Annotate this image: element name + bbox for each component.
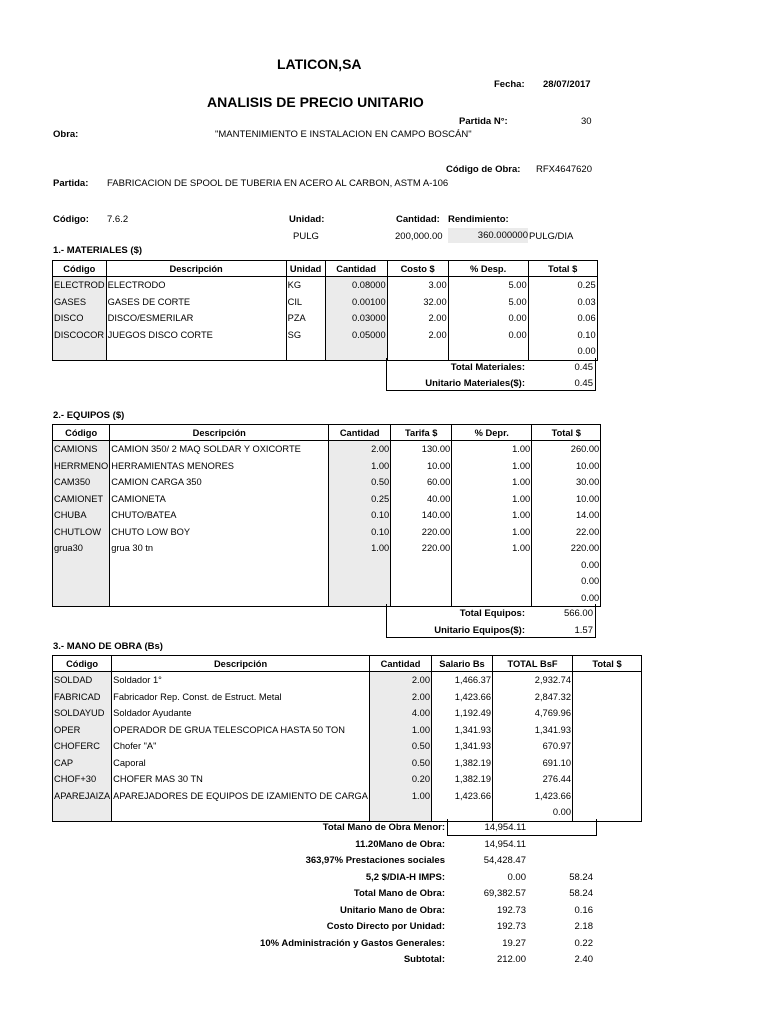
table-row <box>53 540 601 557</box>
table-cell: GASES <box>53 294 107 311</box>
equipos-table <box>52 424 601 607</box>
table-cell: SG <box>286 327 325 344</box>
table-cell: 2.00 <box>370 689 432 706</box>
table-cell: CHUTO LOW BOY <box>110 524 329 541</box>
unidad-label: Unidad: <box>289 214 325 225</box>
table-cell: 220.00 <box>532 540 601 557</box>
table-cell: 30.00 <box>532 474 601 491</box>
table-cell: 0.03 <box>528 294 597 311</box>
table-cell <box>329 557 391 574</box>
column-header: Cantidad <box>329 425 391 441</box>
table-cell: 1.00 <box>452 441 532 458</box>
unitario-materiales-value: 0.45 <box>574 378 593 389</box>
column-header: Descripción <box>112 656 370 672</box>
table-cell: 276.44 <box>493 771 573 788</box>
table-cell: 4,769.96 <box>493 705 573 722</box>
table-cell: 0.08000 <box>325 277 387 294</box>
table-cell: Soldador Ayudante <box>112 705 370 722</box>
table-row <box>53 705 642 722</box>
table-row <box>53 689 642 706</box>
table-cell: CAMIONET <box>53 491 110 508</box>
summary-label: Total Mano de Obra Menor: <box>322 822 445 833</box>
table-cell: DISCO <box>53 310 107 327</box>
codigo-obra-value: RFX4647620 <box>536 164 592 175</box>
table-cell: ELECTROD <box>53 277 107 294</box>
table-cell: 2,847.32 <box>493 689 573 706</box>
table-cell: 40.00 <box>391 491 452 508</box>
table-cell: DISCOCOR <box>53 327 107 344</box>
summary-label: Unitario Mano de Obra: <box>339 904 445 916</box>
table-cell: 1.00 <box>329 540 391 557</box>
table-cell <box>452 590 532 607</box>
table-cell <box>106 343 286 360</box>
table-cell: 2,932.74 <box>493 672 573 689</box>
table-cell: SOLDAYUD <box>53 705 112 722</box>
table-cell: 1.00 <box>452 474 532 491</box>
table-row <box>53 491 601 508</box>
table-cell: CAMION 350/ 2 MAQ SOLDAR Y OXICORTE <box>110 441 329 458</box>
table-cell <box>53 804 112 821</box>
table-cell <box>112 804 370 821</box>
table-cell: CAP <box>53 755 112 772</box>
table-row <box>53 738 642 755</box>
table-cell: 1.00 <box>452 491 532 508</box>
table-cell: 0.10 <box>528 327 597 344</box>
table-cell <box>325 343 387 360</box>
table-cell <box>573 755 642 772</box>
obra-value: "MANTENIMIENTO E INSTALACION EN CAMPO BOSCÁN" <box>215 129 472 140</box>
column-header: % Desp. <box>448 261 528 277</box>
table-cell: 1,341.93 <box>493 722 573 739</box>
table-cell: 1.00 <box>329 458 391 475</box>
table-cell: 1.00 <box>452 507 532 524</box>
table-cell <box>573 689 642 706</box>
summary-label: 5,2 $/DIA-H IMPS: <box>365 871 445 883</box>
table-cell: CHUTLOW <box>53 524 110 541</box>
table-cell: CHOFERC <box>53 738 112 755</box>
table-cell: 1,192.49 <box>432 705 493 722</box>
table-cell: Soldador 1° <box>112 672 370 689</box>
table-row <box>53 310 598 327</box>
equipos-title: 2.- EQUIPOS ($) <box>53 410 125 421</box>
table-row <box>53 557 601 574</box>
table-cell: 0.00 <box>532 590 601 607</box>
table-cell: 1,341.93 <box>432 722 493 739</box>
rendimiento-unit: PULG/DIA <box>529 231 574 242</box>
column-header: Salario Bs <box>432 656 493 672</box>
table-row <box>53 327 598 344</box>
summary-label: 363,97% Prestaciones sociales <box>305 855 445 866</box>
table-cell: 10.00 <box>391 458 452 475</box>
table-cell: PZA <box>286 310 325 327</box>
cantidad-label: Cantidad: <box>396 214 440 225</box>
table-cell: 260.00 <box>532 441 601 458</box>
table-cell: 0.25 <box>329 491 391 508</box>
table-cell: 2.00 <box>387 310 448 327</box>
summary-bs-value: 14,954.11 <box>484 822 526 833</box>
total-materiales-value: 0.45 <box>574 362 593 373</box>
summary-usd-value: 0.22 <box>574 937 593 949</box>
table-cell: 0.00 <box>528 343 597 360</box>
table-cell: 1,466.37 <box>432 672 493 689</box>
table-row <box>53 507 601 524</box>
table-cell: 0.10 <box>329 507 391 524</box>
table-row <box>53 277 598 294</box>
table-cell: 0.25 <box>528 277 597 294</box>
rendimiento-value: 360.000000 <box>448 228 528 243</box>
table-cell: Fabricador Rep. Const. de Estruct. Metal <box>112 689 370 706</box>
table-cell: OPERADOR DE GRUA TELESCOPICA HASTA 50 TON <box>112 722 370 739</box>
table-cell: KG <box>286 277 325 294</box>
table-cell: 691.10 <box>493 755 573 772</box>
table-cell <box>110 557 329 574</box>
table-cell: 10.00 <box>532 491 601 508</box>
unidad-value: PULG <box>293 231 319 242</box>
summary-bs-value: 192.73 <box>496 904 526 916</box>
table-cell: 1,423.66 <box>432 788 493 805</box>
table-cell <box>452 573 532 590</box>
table-row <box>53 672 642 689</box>
table-cell: APAREJADORES DE EQUIPOS DE IZAMIENTO DE CARGA <box>112 788 370 805</box>
table-row <box>53 590 601 607</box>
obra-label: Obra: <box>53 129 79 140</box>
table-cell: 0.20 <box>370 771 432 788</box>
table-cell <box>110 573 329 590</box>
column-header: Total $ <box>573 656 642 672</box>
column-header: Total $ <box>528 261 597 277</box>
table-cell <box>448 343 528 360</box>
table-cell: GASES DE CORTE <box>106 294 286 311</box>
table-cell: 10.00 <box>532 458 601 475</box>
table-cell: CHUTO/BATEA <box>110 507 329 524</box>
table-cell: 0.50 <box>329 474 391 491</box>
table-cell: CIL <box>286 294 325 311</box>
table-cell: APAREJAIZA <box>53 788 112 805</box>
column-header: Descripción <box>110 425 329 441</box>
table-cell: 0.00 <box>532 557 601 574</box>
column-header: Cantidad <box>325 261 387 277</box>
column-header: Código <box>53 656 112 672</box>
table-cell: 1,341.93 <box>432 738 493 755</box>
table-row <box>53 771 642 788</box>
summary-bs-value: 54,428.47 <box>483 855 526 866</box>
summary-label: 10% Administración y Gastos Generales: <box>260 937 445 949</box>
column-header: Total $ <box>532 425 601 441</box>
table-cell: 0.00 <box>448 327 528 344</box>
total-materiales-label: Total Materiales: <box>450 362 525 373</box>
table-cell: 670.97 <box>493 738 573 755</box>
table-cell: 32.00 <box>387 294 448 311</box>
column-header: Tarifa $ <box>391 425 452 441</box>
table-cell: 130.00 <box>391 441 452 458</box>
table-row <box>53 343 598 360</box>
table-cell: JUEGOS DISCO CORTE <box>106 327 286 344</box>
summary-usd-value: 58.24 <box>569 888 593 899</box>
table-cell: 0.03000 <box>325 310 387 327</box>
table-cell: 0.06 <box>528 310 597 327</box>
table-cell <box>573 722 642 739</box>
table-cell <box>391 557 452 574</box>
table-cell <box>53 573 110 590</box>
table-cell: grua 30 tn <box>110 540 329 557</box>
summary-usd-value: 0.16 <box>574 904 593 916</box>
table-row <box>53 458 601 475</box>
unitario-materiales-label: Unitario Materiales($): <box>425 378 525 389</box>
fecha-label: Fecha: <box>494 79 525 90</box>
table-row <box>53 788 642 805</box>
table-cell <box>391 573 452 590</box>
materiales-title: 1.- MATERIALES ($) <box>53 245 143 256</box>
table-cell <box>286 343 325 360</box>
table-cell: 0.00 <box>493 804 573 821</box>
table-cell <box>53 343 107 360</box>
materiales-table <box>52 260 598 361</box>
table-cell: DISCO/ESMERILAR <box>106 310 286 327</box>
partida-n-label: Partida N°: <box>459 116 508 127</box>
summary-bs-value: 14,954.11 <box>484 838 526 850</box>
summary-bs-value: 69,382.57 <box>483 888 526 899</box>
table-cell: 0.50 <box>370 755 432 772</box>
summary-bs-value: 212.00 <box>496 954 526 965</box>
table-cell: 3.00 <box>387 277 448 294</box>
table-row <box>53 755 642 772</box>
table-cell <box>452 557 532 574</box>
summary-usd-value: 2.18 <box>574 921 593 932</box>
summary-bs-value: 0.00 <box>507 871 526 883</box>
table-cell: CAM350 <box>53 474 110 491</box>
column-header: Unidad <box>286 261 325 277</box>
table-cell: 0.10 <box>329 524 391 541</box>
mano-obra-table <box>52 655 642 822</box>
table-cell: Caporal <box>112 755 370 772</box>
table-cell: 22.00 <box>532 524 601 541</box>
table-cell: 14.00 <box>532 507 601 524</box>
partida-value: FABRICACION DE SPOOL DE TUBERIA EN ACERO AL CARBON, ASTM A-106 <box>107 178 449 189</box>
table-row <box>53 573 601 590</box>
column-header: Cantidad <box>370 656 432 672</box>
table-cell <box>573 705 642 722</box>
table-cell: grua30 <box>53 540 110 557</box>
table-cell <box>370 804 432 821</box>
table-cell: CHUBA <box>53 507 110 524</box>
fecha-value: 28/07/2017 <box>543 79 591 90</box>
unitario-equipos-value: 1.57 <box>574 625 593 636</box>
rendimiento-label: Rendimiento: <box>448 214 509 225</box>
summary-usd-value: 58.24 <box>569 871 593 883</box>
table-cell: HERRMENO <box>53 458 110 475</box>
table-cell: SOLDAD <box>53 672 112 689</box>
column-header: Descripción <box>106 261 286 277</box>
table-cell <box>53 590 110 607</box>
table-cell: 220.00 <box>391 540 452 557</box>
table-cell: 1.00 <box>452 524 532 541</box>
table-cell: 5.00 <box>448 294 528 311</box>
table-cell: 2.00 <box>387 327 448 344</box>
partida-label: Partida: <box>53 178 89 189</box>
page-title: ANALISIS DE PRECIO UNITARIO <box>207 94 424 110</box>
table-cell <box>387 343 448 360</box>
column-header: % Depr. <box>452 425 532 441</box>
table-cell: 1.00 <box>452 458 532 475</box>
table-cell: 1,382.19 <box>432 771 493 788</box>
table-cell: CAMIONETA <box>110 491 329 508</box>
cantidad-value: 200,000.00 <box>395 231 443 242</box>
table-row <box>53 474 601 491</box>
table-cell: 2.00 <box>370 672 432 689</box>
table-cell <box>329 590 391 607</box>
table-cell <box>391 590 452 607</box>
table-cell: ELECTRODO <box>106 277 286 294</box>
table-cell <box>573 771 642 788</box>
table-cell: CHOF+30 <box>53 771 112 788</box>
table-cell <box>573 672 642 689</box>
table-cell: FABRICAD <box>53 689 112 706</box>
table-cell <box>573 788 642 805</box>
table-cell: 0.00 <box>448 310 528 327</box>
summary-label: Costo Directo por Unidad: <box>326 921 445 932</box>
table-row <box>53 722 642 739</box>
table-row <box>53 441 601 458</box>
table-cell <box>110 590 329 607</box>
table-cell: 1.00 <box>452 540 532 557</box>
summary-label: Subtotal: <box>403 954 445 965</box>
column-header: Código <box>53 261 107 277</box>
table-cell: 0.50 <box>370 738 432 755</box>
table-cell: CHOFER MAS 30 TN <box>112 771 370 788</box>
table-cell: 2.00 <box>329 441 391 458</box>
table-cell: Chofer "A" <box>112 738 370 755</box>
table-row <box>53 294 598 311</box>
codigo-label: Código: <box>53 214 89 225</box>
table-cell: 5.00 <box>448 277 528 294</box>
summary-bs-value: 192.73 <box>496 921 526 932</box>
mano-obra-title: 3.- MANO DE OBRA (Bs) <box>53 641 163 652</box>
table-cell: 1,423.66 <box>432 689 493 706</box>
table-cell <box>329 573 391 590</box>
table-cell: CAMION CARGA 350 <box>110 474 329 491</box>
column-header: Código <box>53 425 110 441</box>
summary-bs-value: 19.27 <box>502 937 526 949</box>
table-cell: 1,423.66 <box>493 788 573 805</box>
table-cell: 1.00 <box>370 722 432 739</box>
table-cell: CAMIONS <box>53 441 110 458</box>
company-name: LATICON,SA <box>277 56 362 72</box>
unitario-equipos-label: Unitario Equipos($): <box>434 625 525 636</box>
summary-usd-value: 2.40 <box>574 954 593 965</box>
total-equipos-value: 566.00 <box>563 608 593 619</box>
summary-label: 11.20Mano de Obra: <box>355 838 445 850</box>
table-cell: 1,382.19 <box>432 755 493 772</box>
table-cell: 1.00 <box>370 788 432 805</box>
table-cell: 220.00 <box>391 524 452 541</box>
column-header: Costo $ <box>387 261 448 277</box>
table-cell: 4.00 <box>370 705 432 722</box>
table-cell: HERRAMIENTAS MENORES <box>110 458 329 475</box>
table-row <box>53 524 601 541</box>
partida-n-value: 30 <box>581 116 592 127</box>
table-cell <box>53 557 110 574</box>
codigo-obra-label: Código de Obra: <box>446 164 521 175</box>
column-header: TOTAL BsF <box>493 656 573 672</box>
table-cell <box>573 738 642 755</box>
table-cell: 0.00100 <box>325 294 387 311</box>
table-cell: OPER <box>53 722 112 739</box>
table-cell: 140.00 <box>391 507 452 524</box>
table-cell: 60.00 <box>391 474 452 491</box>
table-cell: 0.00 <box>532 573 601 590</box>
total-equipos-label: Total Equipos: <box>459 608 525 619</box>
codigo-value: 7.6.2 <box>107 214 129 225</box>
table-cell: 0.05000 <box>325 327 387 344</box>
summary-label: Total Mano de Obra: <box>353 888 445 899</box>
